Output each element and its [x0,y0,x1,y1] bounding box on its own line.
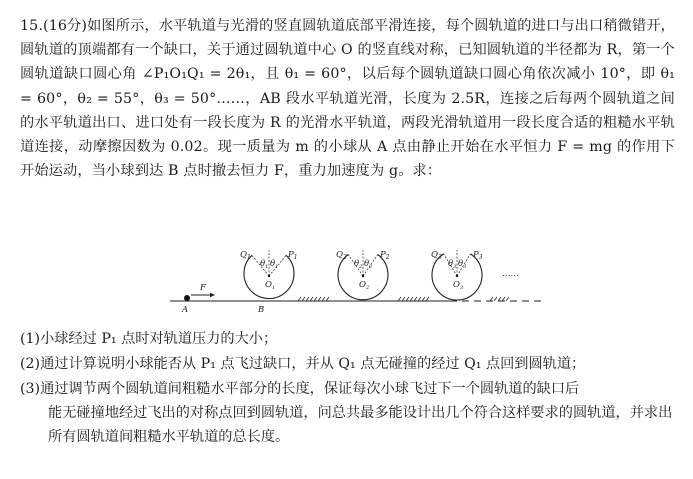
problem-points: (16分) [43,18,88,34]
label-p2: $P_2$ [380,250,390,261]
question-2: (2)通过计算说明小球能否从 P₁ 点飞过缺口，并从 Q₁ 点无碰撞的经过 Q₁ 点回到圆轨道； [20,356,586,372]
rough-segment-1 [298,297,329,301]
track-diagram-svg [150,244,560,320]
problem-number: 15. [20,18,44,34]
label-theta1-right: $\theta_1$ [270,259,279,270]
label-theta2-left: $\theta_2$ [354,259,363,270]
force-arrowhead [210,293,215,297]
question-3 [20,377,680,450]
question-3-continuation: 能无碰撞地经过飞出的对称点回到圆轨道，问总共最多能设计出几个符合这样要求的圆轨道，并求出所有圆轨道间粗糙水平轨道的总长度。 [48,405,673,446]
label-p1: $P_1$ [288,250,298,261]
question-1: (1)小球经过 P₁ 点时对轨道压力的大小； [20,331,278,347]
label-o3: $O_3$ [453,280,464,291]
label-theta1-left: $\theta_1$ [260,259,269,270]
label-q3: $Q_3$ [431,250,442,261]
label-theta2-right: $\theta_2$ [364,259,373,270]
label-f: F [200,283,206,293]
label-theta3-right: $\theta_3$ [458,259,467,270]
loop-circle-1 [244,250,294,299]
label-continuation-dots: …… [502,269,519,279]
label-o2: $O_2$ [359,280,370,291]
ball [184,295,190,301]
problem-text: 如图所示，水平轨道与光滑的竖直圆轨道底部平滑连接，每个圆轨道的进口与出口稍微错开，圆轨道的顶端都有一个缺口，关于通过圆轨道中心 O 的竖直线对称，已知圆轨道的半径都为 R，第一个圆轨道缺口圆心角 ∠P₁O₁Q₁ = 2θ₁，且 θ₁ = 60°，以后每个圆轨道缺口圆心角依次减小 10°，即 θ₁ = 60°，θ₂ = 55°，θ₃ = 50°……，AB 段水平轨道光滑，长度为 2.5R，连接之后每两个圆轨道之间的水平轨道出口、进口处有一段长度为 R 的光滑水平轨道，两段光滑轨道用一段长度合适的粗糙水平轨道连接，动摩擦因数为 0.02。现一质量为 m 的小球从 A 点由静止开始在水平恒力 F = mg 的作用下开始运动，当小球到达 B 点时撤去恒力 F，重力加速度为 g。求： [20,18,676,180]
rough-segment-3 [490,297,509,301]
rough-segment-2 [398,297,429,301]
label-theta3-left: $\theta_3$ [448,259,457,270]
question-3-line-1: (3)通过调节两个圆轨道间粗糙水平部分的长度，保证每次小球飞过下一个圆轨道的缺口后 [20,381,580,397]
label-q2: $Q_2$ [336,250,347,261]
problem-stem [20,14,675,183]
label-a: A [182,305,189,315]
label-b: B [258,305,265,315]
track-diagram [150,244,560,320]
label-q1: $Q_1$ [240,250,251,261]
label-o1: $O_1$ [265,280,276,291]
label-p3: $P_3$ [473,250,483,261]
